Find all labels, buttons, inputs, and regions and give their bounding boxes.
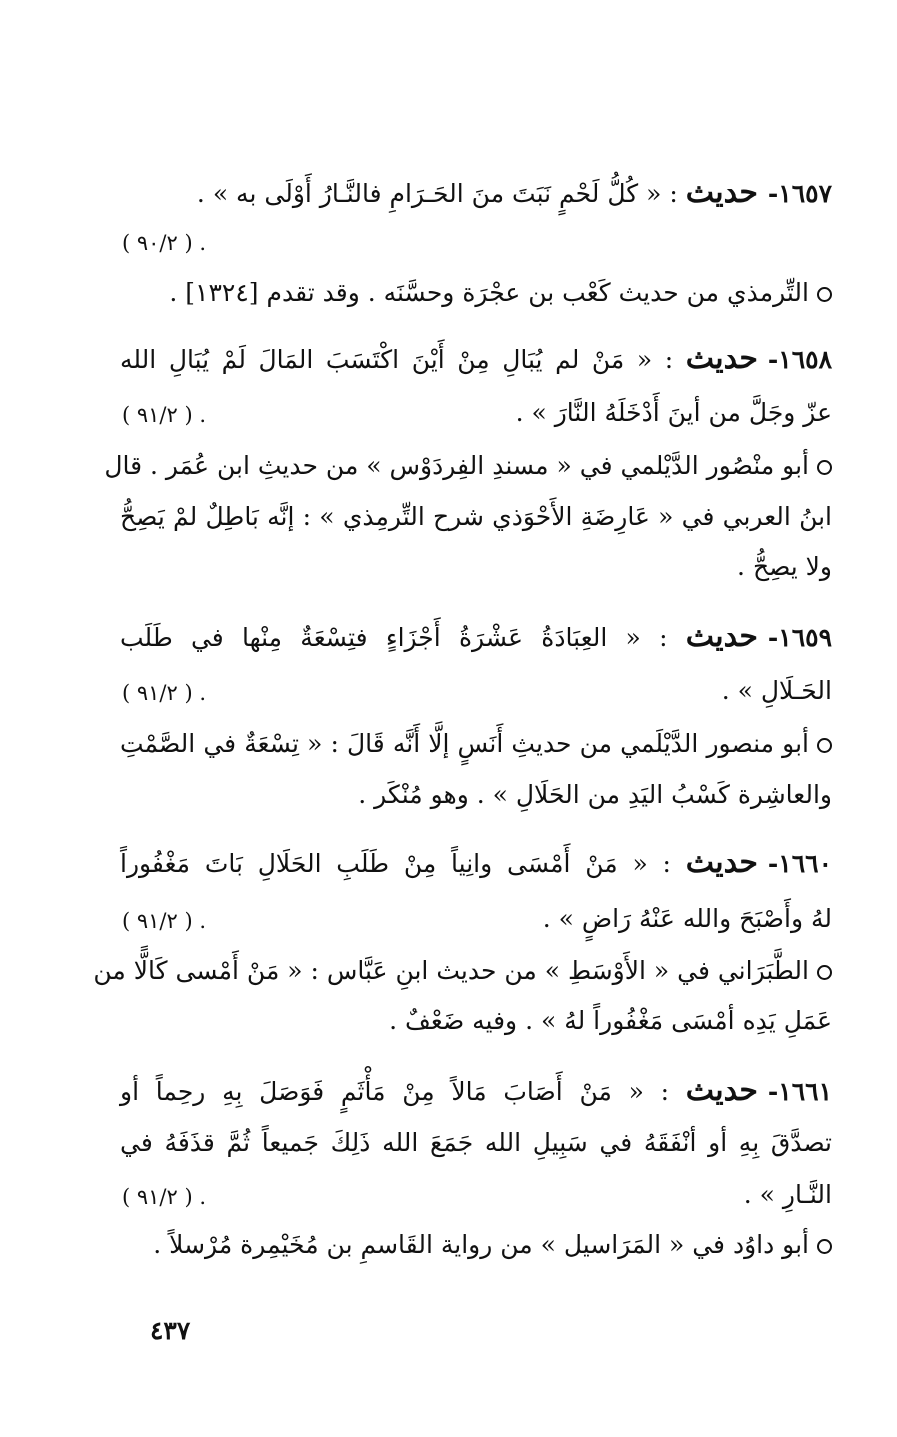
hadith-1658-commentary-2: ابنُ العربي في « عَارِضَةِ الأَحْوَذي شرح التِّرمِذي » : إنَّه بَاطِلٌ لمْ يَصِحُّ [120, 502, 832, 531]
hadith-keyword: حديث [685, 175, 758, 210]
hadith-1658-line-2: عزّ وجَلَّ من أينَ أَدْخَلَهُ النَّارَ » . [515, 398, 832, 427]
hadith-1661-line-2: تصدَّقَ بِهِ أو أنْفَقَهُ في سَبِيلِ الله جَمَعَ الله ذَلِكَ جَميعاً ثُمَّ قذَفَهُ في [120, 1128, 832, 1157]
hadith-text: : « مَنْ أَصَابَ مَالاً مِنْ مَأْثَمٍ فَوَصَلَ بِهِ رحِماً أو [120, 1077, 670, 1106]
page-number: ٤٣٧ [150, 1316, 191, 1345]
hadith-1659-line-2: الحَـلَالِ » . [721, 676, 832, 705]
hadith-number: ١٦٥٧- [767, 179, 832, 208]
hadith-text: : « كُلُّ لَحْمٍ نَبَتَ منَ الحَـرَامِ فالنَّـارُ أَوْلَى به » . [196, 179, 678, 208]
circle-bullet-icon [817, 738, 832, 753]
circle-bullet-icon [817, 460, 832, 475]
hadith-text: : « مَنْ أَمْسَى وانِياً مِنْ طَلَبِ الحَلَالِ بَاتَ مَغْفُوراً [120, 849, 671, 878]
hadith-1660-reference: . ( ٩١/٢ ) [122, 909, 207, 933]
hadith-keyword: حديث [685, 1073, 758, 1108]
hadith-1657-line-1 [120, 176, 832, 211]
circle-bullet-icon [817, 965, 832, 980]
circle-bullet-icon [817, 287, 832, 302]
hadith-number: ١٦٦٠- [767, 849, 832, 878]
hadith-1661-commentary-1: أبو داوُد في « المَرَاسيل » من رواية القَاسمِ بن مُخَيْمِرة مُرْسلاً . [120, 1228, 832, 1262]
hadith-1659-line-1 [120, 620, 832, 655]
hadith-1659-commentary-1: أبو منصور الدَّيْلَمي من حديثِ أَنَسٍ إلَّا أَنَّه قَالَ : « تِسْعَةٌ في الصَّمْتِ [120, 727, 832, 761]
hadith-1661-line-1 [120, 1074, 832, 1109]
hadith-1661-line-3: النَّـارِ » . [743, 1180, 832, 1209]
hadith-1658-reference: . ( ٩١/٢ ) [122, 403, 207, 427]
hadith-number: ١٦٦١- [767, 1077, 832, 1106]
hadith-1658-commentary-1: أبو منْصُور الدَّيْلمي في « مسندِ الفِردَوْس » من حديثِ ابن عُمَر . قال [120, 449, 832, 483]
hadith-keyword: حديث [685, 619, 758, 654]
circle-bullet-icon [817, 1239, 832, 1254]
hadith-1660-commentary-2: عَمَلِ يَدِه أمْسَى مَغْفُوراً لهُ » . وفيه ضَعْفٌ . [389, 1006, 832, 1035]
hadith-number: ١٦٥٨- [767, 345, 832, 374]
hadith-number: ١٦٥٩- [767, 623, 832, 652]
hadith-1658-line-1 [120, 342, 832, 377]
hadith-1657-reference: . ( ٩٠/٢ ) [122, 231, 207, 255]
hadith-1657-commentary-1: التِّرمذي من حديث كَعْب بن عجْرَة وحسَّنَه . وقد تقدم [١٣٢٤] . [120, 276, 832, 310]
hadith-1660-commentary-1: الطَّبَرَاني في « الأَوْسَطِ » من حديث ابنِ عَبَّاس : « مَنْ أَمْسى كَالًّا من [120, 954, 832, 988]
hadith-text: : « العِبَادَةُ عَشْرَةُ أَجْزَاءٍ فتِسْعَةٌ مِنْها في طَلَب [120, 623, 668, 652]
hadith-1661-reference: . ( ٩١/٢ ) [122, 1185, 207, 1209]
hadith-text: : « مَنْ لم يُبَالِ مِنْ أَيْنَ اكْتَسَبَ المَالَ لَمْ يُبَالِ الله [120, 345, 674, 374]
hadith-1660-line-2: لهُ وأَصْبَحَ والله عَنْهُ رَاضٍ » . [542, 904, 832, 933]
hadith-1659-commentary-2: والعاشِرة كَسْبُ اليَدِ من الحَلَالِ » . وهو مُنْكَر . [358, 780, 832, 809]
hadith-1660-line-1 [120, 846, 832, 881]
hadith-1659-reference: . ( ٩١/٢ ) [122, 681, 207, 705]
hadith-1658-commentary-3: ولا يصِحُّ . [737, 552, 832, 581]
hadith-keyword: حديث [685, 845, 758, 880]
hadith-keyword: حديث [685, 341, 758, 376]
